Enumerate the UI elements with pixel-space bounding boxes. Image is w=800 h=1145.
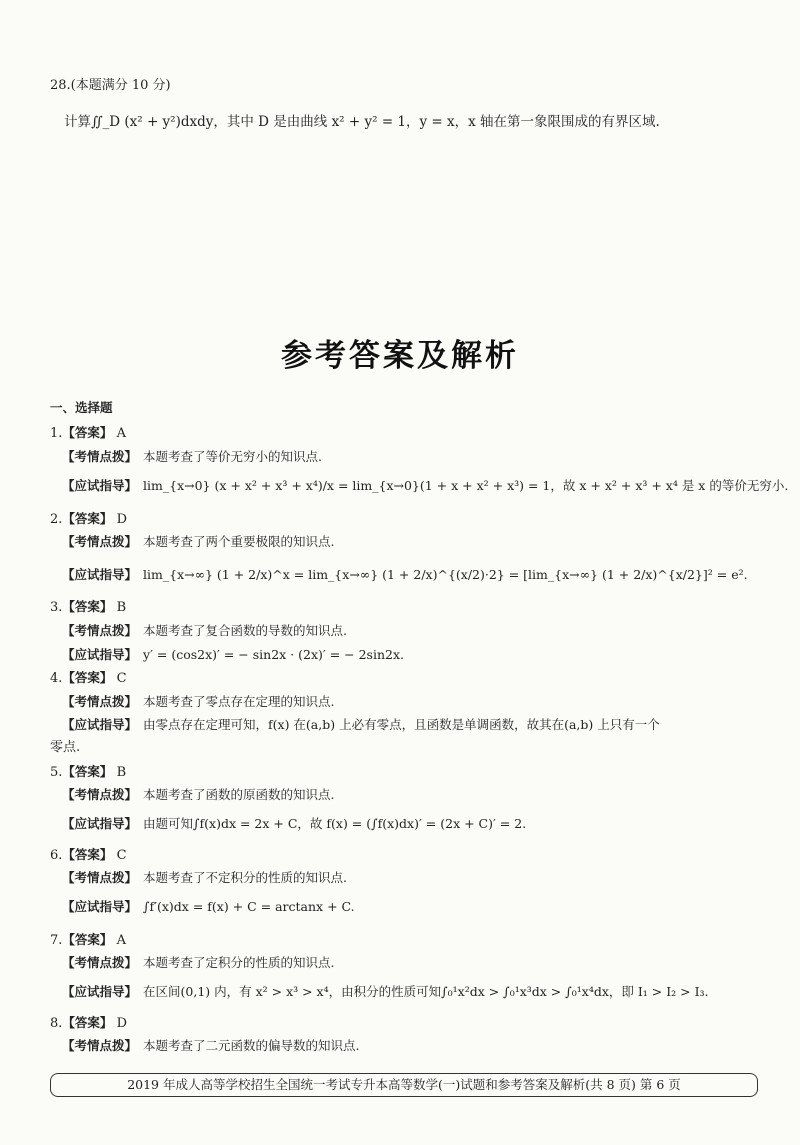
answer-value: A — [116, 426, 126, 441]
guide-line-continued: 零点. — [50, 740, 81, 755]
point-line: 【考情点拨】 本题考查了函数的原函数的知识点. — [62, 787, 335, 802]
answer-line: 5.【答案】 B — [50, 764, 127, 780]
guide-line: 【应试指导】 y′ = (cos2x)′ = − sin2x · (2x)′ = − 2sin2x. — [62, 647, 404, 662]
point-line: 【考情点拨】 本题考查了复合函数的导数的知识点. — [62, 623, 347, 638]
answer-value: B — [116, 600, 127, 615]
point-line: 【考情点拨】 本题考查了不定积分的性质的知识点. — [62, 870, 347, 885]
section-heading: 一、选择题 — [50, 400, 113, 415]
point-line: 【考情点拨】 本题考查了二元函数的偏导数的知识点. — [62, 1038, 360, 1053]
guide-line: 【应试指导】 lim_{x→0} (x + x² + x³ + x⁴)/x = lim_{x→0}(1 + x + x² + x³) = 1，故 x + x² + x³ + x⁴ 是 x 的等价无穷小. — [62, 478, 789, 493]
point-line: 【考情点拨】 本题考查了两个重要极限的知识点. — [62, 534, 335, 549]
question-28-text: 计算∬_D (x² + y²)dxdy，其中 D 是由曲线 x² + y² = 1，y = x，x 轴在第一象限围成的有界区域. — [64, 114, 660, 130]
answer-line: 7.【答案】 A — [50, 932, 126, 948]
point-line: 【考情点拨】 本题考查了等价无穷小的知识点. — [62, 449, 322, 464]
answer-value: A — [116, 933, 126, 948]
answer-line: 2.【答案】 D — [50, 511, 127, 527]
guide-line: 【应试指导】 由零点存在定理可知，f(x) 在(a,b) 上必有零点，且函数是单调函数，故其在(a,b) 上只有一个 — [62, 717, 660, 732]
point-line: 【考情点拨】 本题考查了定积分的性质的知识点. — [62, 955, 335, 970]
point-line: 【考情点拨】 本题考查了零点存在定理的知识点. — [62, 694, 335, 709]
answer-line: 1.【答案】 A — [50, 425, 126, 441]
guide-line: 【应试指导】 lim_{x→∞} (1 + 2/x)^x = lim_{x→∞} (1 + 2/x)^{(x/2)·2} = [lim_{x→∞} (1 + 2/x)^{x/2}]² = e². — [62, 567, 748, 582]
guide-line: 【应试指导】 由题可知∫f(x)dx = 2x + C，故 f(x) = (∫f(x)dx)′ = (2x + C)′ = 2. — [62, 816, 527, 831]
guide-line: 【应试指导】 ∫f′(x)dx = f(x) + C = arctanx + C. — [62, 899, 355, 914]
answer-value: C — [116, 848, 127, 863]
page-footer: 2019 年成人高等学校招生全国统一考试专升本高等数学(一)试题和参考答案及解析(共 8 页) 第 6 页 — [50, 1073, 758, 1097]
answer-line: 6.【答案】 C — [50, 847, 127, 863]
question-28-header: 28.(本题满分 10 分) — [50, 78, 171, 93]
answer-line: 3.【答案】 B — [50, 599, 127, 615]
answer-line: 8.【答案】 D — [50, 1015, 127, 1031]
guide-line: 【应试指导】 在区间(0,1) 内，有 x² > x³ > x⁴，由积分的性质可知∫₀¹x²dx > ∫₀¹x³dx > ∫₀¹x⁴dx，即 I₁ > I₂ > I₃. — [62, 984, 709, 999]
answer-line: 4.【答案】 C — [50, 670, 127, 686]
answer-value: D — [116, 1016, 127, 1031]
answer-value: D — [116, 512, 127, 527]
answer-value: C — [116, 671, 127, 686]
page-title: 参考答案及解析 — [281, 338, 519, 374]
answer-value: B — [116, 765, 127, 780]
